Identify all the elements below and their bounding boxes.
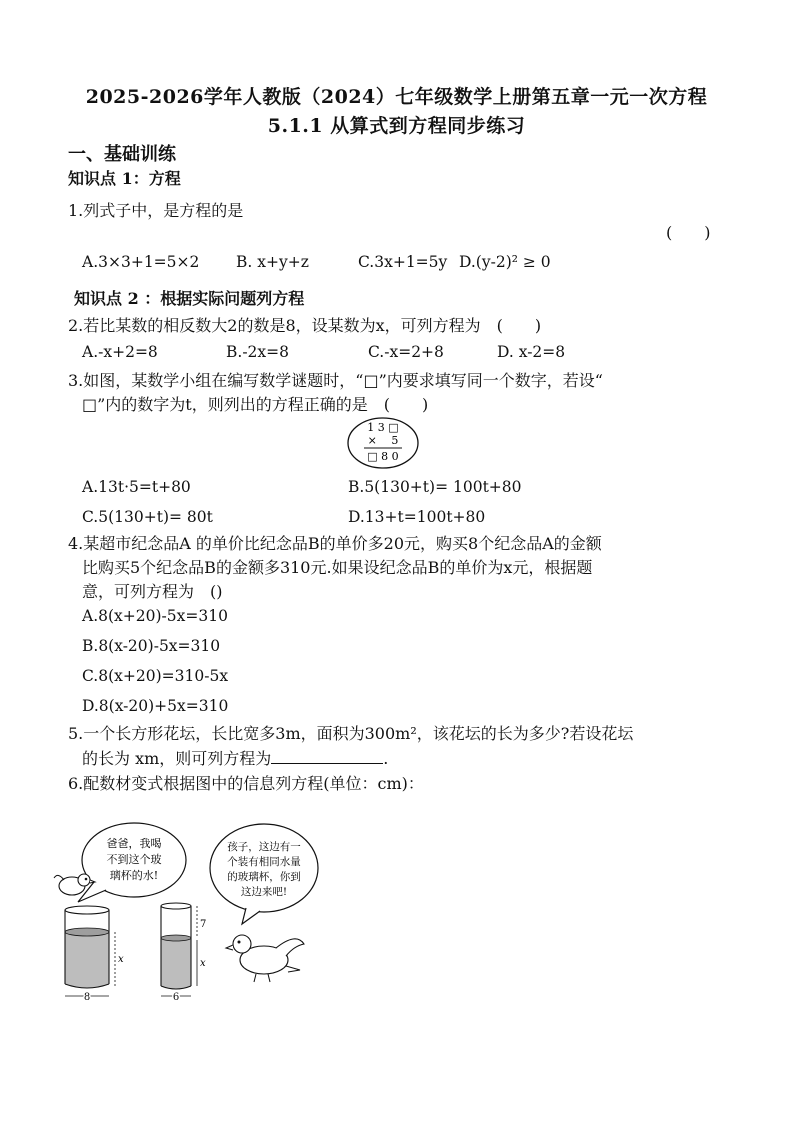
label-6: 6 [172, 992, 180, 1003]
label-x-left: x [118, 954, 124, 965]
bubble-right-line-1: 孩子，这边有一 [227, 841, 301, 853]
question-6-stem: 6.配数材变式根据图中的信息列方程(单位：cm)： [68, 774, 424, 793]
bubble-right-line-4: 这边来吧! [240, 886, 288, 898]
question-3-option-b: B.5(130+t)= 100t+80 [348, 478, 522, 496]
question-4-option-c: C.8(x+20)=310-5x [82, 667, 229, 685]
question-1-option-c: C.3x+1=5y [358, 253, 448, 271]
question-2-option-a: A.-x+2=8 [82, 343, 158, 361]
question-1-option-b: B. x+y+z [236, 253, 309, 271]
knowledge-point-1: 知识点 1：方程 [68, 169, 181, 188]
knowledge-point-2: 知识点 2 ：根据实际问题列方程 [74, 289, 305, 308]
question-1-option-d: D.(y-2)² ≥ 0 [459, 253, 551, 271]
question-4-option-b: B.8(x-20)-5x=310 [82, 637, 221, 655]
question-5-stem-line-2 [82, 746, 388, 769]
question-3-option-c: C.5(130+t)= 80t [82, 508, 213, 526]
glass-right [161, 903, 191, 989]
bubble-left-line-2: 不到这个玻 [106, 853, 162, 866]
label-7: 7 [200, 919, 207, 930]
question-4-option-a: A.8(x+20)-5x=310 [82, 607, 228, 625]
question-4-option-d: D.8(x-20)+5x=310 [82, 697, 229, 715]
label-x-right: x [200, 958, 206, 969]
question-1-answer-paren: ( ) [666, 223, 711, 242]
question-4-stem-line-2: 比购买5个纪念品B的金额多310元.如果设纪念品B的单价为x元，根据题 [82, 558, 593, 577]
section-heading-basic: 一、基础训练 [68, 144, 176, 165]
title-line-1: 2025-2026学年人教版（2024）七年级数学上册第五章一元一次方程 [85, 86, 708, 108]
bubble-right-line-2: 个装有相同水量 [227, 856, 301, 868]
question-2-option-b: B.-2x=8 [226, 343, 290, 361]
answer-blank[interactable] [271, 749, 383, 764]
glass-left-water [65, 932, 109, 984]
question-4-stem-line-1: 4.某超市纪念品A 的单价比纪念品B的单价多20元，购买8个纪念品A的金额 [68, 534, 602, 553]
title-line-2: 5.1.1 从算式到方程同步练习 [267, 115, 526, 137]
question-5-stem-text: 的长为 xm，则可列方程为 [82, 749, 272, 768]
puzzle-row-3: □ 8 0 [367, 450, 399, 463]
question-1-option-a: A.3×3+1=5×2 [82, 253, 200, 271]
puzzle-row-1: 1 3 □ [367, 421, 399, 434]
bubble-left-line-3: 璃杯的水! [109, 869, 159, 882]
glass-left [65, 906, 109, 988]
bird-right-icon [226, 935, 304, 982]
question-3-stem-line-2: □”内的数字为t，则列出的方程正确的是 ( ) [82, 395, 429, 414]
bubble-right-line-3: 的玻璃杯，你到 [227, 871, 301, 883]
puzzle-row-2: × 5 [367, 434, 399, 447]
question-2-option-c: C.-x=2+8 [368, 343, 444, 361]
question-5-period: . [383, 749, 389, 768]
glass-right-water [161, 938, 191, 986]
question-2-stem: 2.若比某数的相反数大2的数是8，设某数为x，可列方程为 ( ) [68, 316, 542, 335]
question-5-stem-line-1: 5.一个长方形花坛，长比宽多3m，面积为300m²，该花坛的长为多少?若设花坛 [68, 724, 634, 743]
question-4-stem-line-3: 意，可列方程为 () [82, 582, 223, 601]
puzzle-figure [346, 416, 420, 470]
question-2-option-d: D. x-2=8 [497, 343, 566, 361]
label-8: 8 [83, 992, 91, 1003]
glasses-illustration [50, 820, 320, 1010]
question-1-stem: 1.列式子中，是方程的是 [68, 201, 244, 220]
question-3-option-a: A.13t·5=t+80 [82, 478, 191, 496]
speech-bubble-right [210, 824, 318, 912]
bubble-left-line-1: 爸爸，我喝 [106, 837, 162, 850]
question-3-stem-line-1: 3.如图，某数学小组在编写数学谜题时，“□”内要求填写同一个数字，若设“ [68, 371, 603, 390]
question-3-option-d: D.13+t=100t+80 [348, 508, 486, 526]
